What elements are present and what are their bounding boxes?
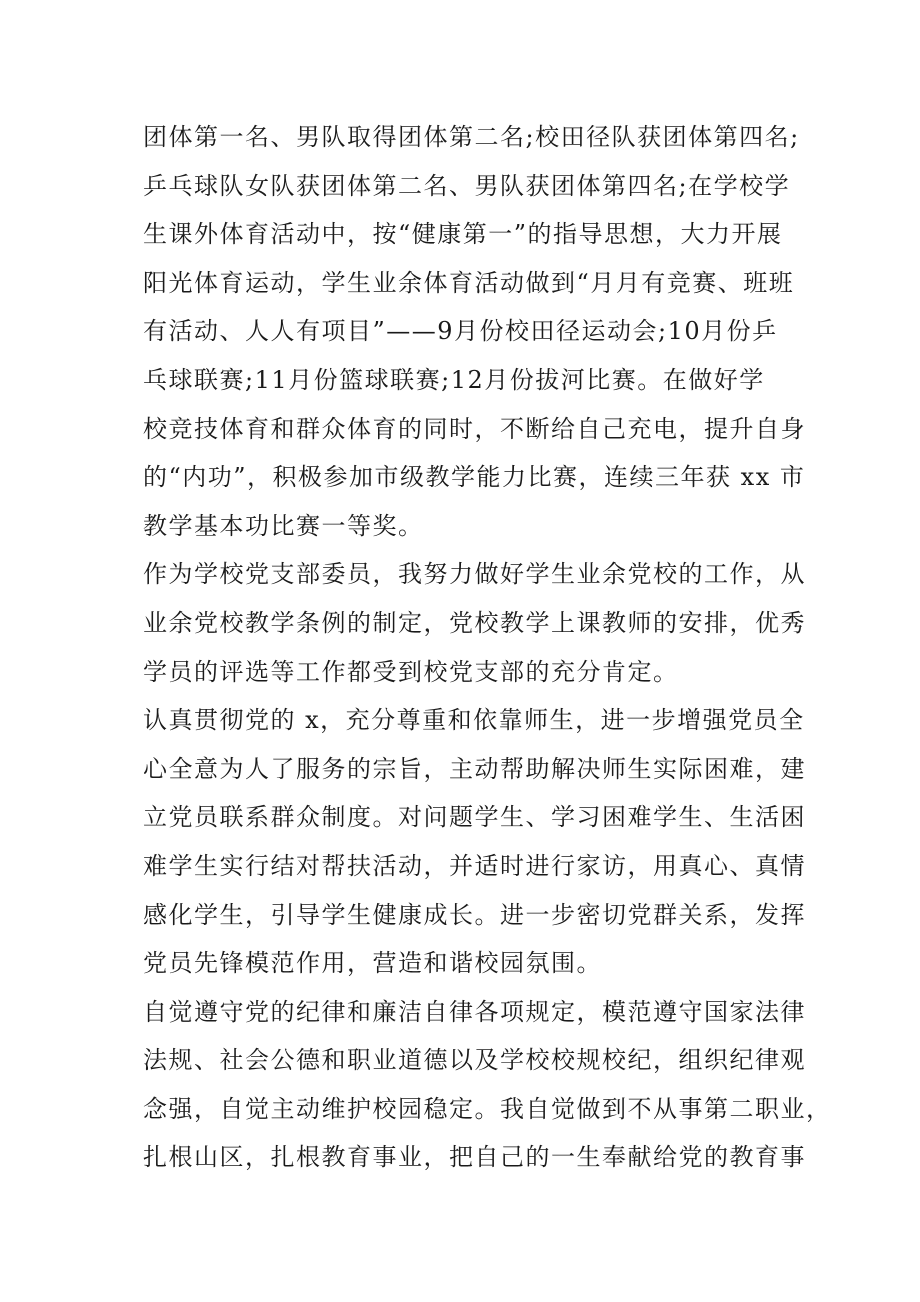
text-line: 教学基本功比赛一等奖。 (143, 511, 424, 540)
text-line: 的“内功”，积极参加市级教学能力比赛，连续三年获 xx 市 (143, 463, 806, 492)
text-line: 党员先锋模范作用，营造和谐校园氛围。 (143, 949, 602, 978)
text-line: 阳光体育运动，学生业余体育活动做到“月月有竞赛、班班 (143, 268, 795, 297)
text-line: 乓球联赛;11月份篮球联赛;12月份拔河比赛。在做好学 (143, 365, 765, 394)
paragraph-3 (143, 696, 806, 988)
text-line: 团体第一名、男队取得团体第二名;校田径队获团体第四名; (143, 123, 800, 151)
document-body (143, 113, 832, 1182)
text-line: 难学生实行结对帮扶活动，并适时进行家访，用真心、真情 (143, 851, 806, 880)
text-line: 念强，自觉主动维护校园稳定。我自觉做到不从事第二职业， (143, 1094, 832, 1123)
text-line: 有活动、人人有项目”——9月份校田径运动会;10月份乒 (143, 317, 778, 346)
text-line: 乒乓球队女队获团体第二名、男队获团体第四名;在学校学 (143, 171, 791, 200)
text-line: 校竞技体育和群众体育的同时，不断给自己充电，提升自身 (143, 414, 806, 443)
text-line: 自觉遵守党的纪律和廉洁自律各项规定，模范遵守国家法律 (143, 997, 806, 1026)
text-line: 认真贯彻党的 x，充分尊重和依靠师生，进一步增强党员全 (143, 706, 805, 735)
text-line: 感化学生，引导学生健康成长。进一步密切党群关系，发挥 (143, 900, 806, 929)
text-line: 法规、社会公德和职业道德以及学校校规校纪，组织纪律观 (143, 1046, 806, 1075)
text-line: 立党员联系群众制度。对问题学生、学习困难学生、生活困 (143, 803, 806, 832)
text-line: 学员的评选等工作都受到校党支部的充分肯定。 (143, 657, 679, 686)
paragraph-4 (143, 988, 832, 1182)
text-line: 扎根山区，扎根教育事业，把自己的一生奉献给党的教育事 (143, 1143, 806, 1172)
paragraph-1 (143, 113, 806, 550)
text-line: 业余党校教学条例的制定，党校教学上课教师的安排，优秀 (143, 608, 806, 637)
text-line: 心全意为人了服务的宗旨，主动帮助解决师生实际困难，建 (143, 754, 806, 783)
text-line: 作为学校党支部委员，我努力做好学生业余党校的工作，从 (143, 560, 806, 589)
paragraph-2 (143, 550, 806, 696)
text-line: 生课外体育活动中，按“健康第一”的指导思想，大力开展 (143, 220, 783, 249)
